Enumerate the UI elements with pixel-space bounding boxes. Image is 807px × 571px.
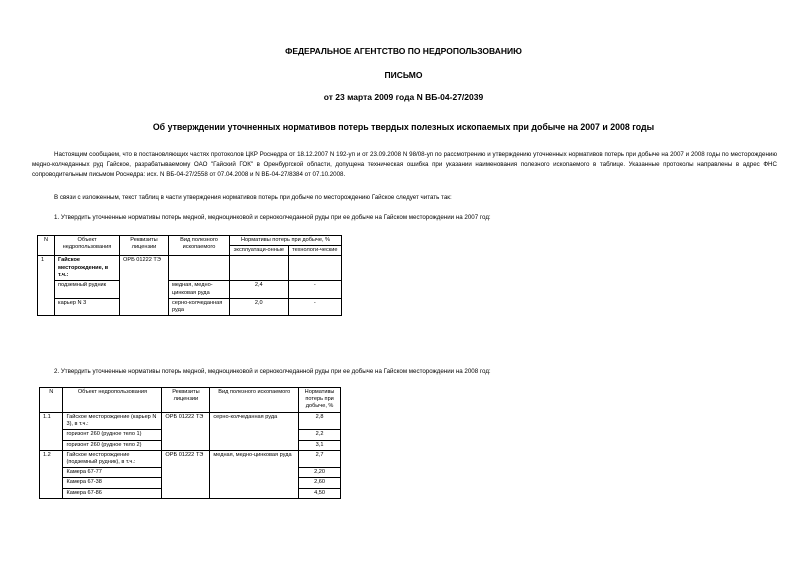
cell-license: ОРБ 01222 ТЭ [162,450,210,498]
header-n: N [40,388,63,413]
header-mineral: Вид полезного ископаемого [169,236,230,256]
paragraph-item-2: 2. Утвердить уточненные нормативы потерь медной, медноцинковой и серноколчеданной руды при ее добыче на Гайском месторождении на 2008 год: [54,368,491,375]
cell-norm: 2,20 [299,468,341,478]
cell-norm: 2,7 [299,450,341,467]
cell-license: ОРБ 01222 ТЭ [120,256,169,316]
cell-technological [288,256,341,281]
cell-mineral [169,256,230,281]
agency-title: ФЕДЕРАЛЬНОЕ АГЕНТСТВО ПО НЕДРОПОЛЬЗОВАНИЮ [285,46,522,56]
cell-n: 1 [38,256,55,316]
table-2008 [39,387,341,499]
doc-subject: Об утверждении уточненных нормативов потерь твердых полезных ископаемых при добыче на 2007 и 2008 годы [152,122,655,132]
cell-n: 1.2 [40,450,63,498]
cell-object: Камера 67-77 [63,468,162,478]
table-header-row [38,236,342,246]
doc-type: ПИСЬМО [384,70,423,80]
header-license: Реквизиты лицензии [162,388,210,413]
paragraph-correction: В связи с изложенным, текст таблиц в части утверждения нормативов потерь при добыче по месторождению Гайское следует читать так: [54,194,452,201]
cell-operational: 2,4 [230,281,289,298]
cell-mineral: медная, медно-цинковая руда [169,281,230,298]
cell-operational: 2,0 [230,298,289,315]
header-object: Объект недропользования [63,388,162,413]
table-row [40,413,341,430]
cell-object: Гайское месторождение (карьер N 3), в т.ч.: [63,413,162,430]
table-row [40,450,341,467]
cell-norm: 2,2 [299,430,341,440]
cell-mineral: медная, медно-цинковая руда [210,450,299,498]
cell-n: 1.1 [40,413,63,451]
cell-mineral: серно-колчеданная руда [210,413,299,451]
header-license: Реквизиты лицензии [120,236,169,256]
paragraph-intro: Настоящим сообщаем, что в постановляющих частях протоколов ЦКР Роснедра от 18.12.2007 N 192-уп и от 23.09.2008 N 98/08-уп по рассмотрению и утверждению уточненных нормативов потерь при добыче на 2007 и 2008 годы по месторождению медно-колчеданных руд Гайское, разрабатываемому ОАО "Гайский ГОК" в Оренбургской области, допущена техническая ошибка при указании наименования полезного ископаемого в таблице. Указанные протоколы направлены в адрес ФНС сопроводительным письмом Роснедра: исх. N ВБ-04-27/2558 от 07.04.2008 и N ВБ-04-27/8384 от 07.10.2008. [32,151,777,178]
header-operational: эксплуатаци-онные [230,246,289,256]
header-norms: Нормативы потерь при добыче, % [230,236,342,246]
cell-object: подземный рудник [55,281,120,298]
header-mineral: Вид полезного ископаемого [210,388,299,413]
cell-technological: - [288,298,341,315]
header-norms: Нормативы потерь при добыче, % [299,388,341,413]
table-2007 [37,235,342,316]
cell-object: карьер N 3 [55,298,120,315]
cell-object: горизонт 260 (рудное тело 1) [63,430,162,440]
cell-norm: 2,60 [299,478,341,488]
cell-license: ОРБ 01222 ТЭ [162,413,210,451]
header-n: N [38,236,55,256]
cell-norm: 3,1 [299,440,341,450]
cell-technological: - [288,281,341,298]
paragraph-item-1: 1. Утвердить уточненные нормативы потерь медной, медноцинковой и серноколчеданной руды при ее добыче на Гайском месторождении на 2007 год: [54,214,491,221]
cell-object: Камера 67-86 [63,488,162,498]
cell-norm: 4,50 [299,488,341,498]
cell-object: горизонт 260 (рудное тело 2) [63,440,162,450]
table-header-row [40,388,341,413]
table-row [38,281,342,298]
doc-date-number: от 23 марта 2009 года N ВБ-04-27/2039 [323,92,484,102]
cell-norm: 2,8 [299,413,341,430]
cell-object: Камера 67-38 [63,478,162,488]
table-row [38,256,342,281]
header-object: Объект недропользования [55,236,120,256]
cell-mineral: серно-колчеданная руда [169,298,230,315]
cell-object: Гайское месторождение (подземный рудник), в т.ч.: [63,450,162,467]
header-technological: технологи-ческие [288,246,341,256]
table-row [38,298,342,315]
cell-operational [230,256,289,281]
cell-object: Гайское месторождение, в т.ч.: [55,256,120,281]
